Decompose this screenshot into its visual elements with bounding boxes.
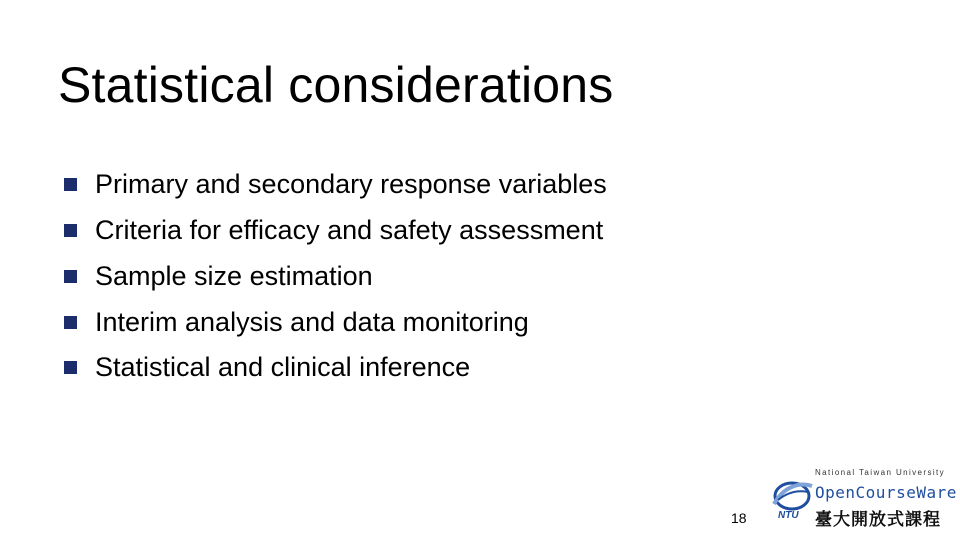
list-item xyxy=(64,208,607,254)
slide-title: Statistical considerations xyxy=(58,57,614,113)
logo-mark: NTU xyxy=(778,510,799,521)
list-item xyxy=(64,345,607,391)
square-bullet-icon xyxy=(64,178,77,191)
list-item xyxy=(64,254,607,300)
logo-subtitle: 臺大開放式課程 xyxy=(815,510,941,529)
bullet-text: Criteria for efficacy and safety assessment xyxy=(95,215,604,246)
bullet-text: Statistical and clinical inference xyxy=(95,352,471,383)
square-bullet-icon xyxy=(64,316,77,329)
bullet-text: Interim analysis and data monitoring xyxy=(95,306,529,337)
page-number: 18 xyxy=(731,510,747,526)
square-bullet-icon xyxy=(64,270,77,283)
square-bullet-icon xyxy=(64,224,77,237)
bullet-text: Primary and secondary response variables xyxy=(95,169,607,200)
logo-title: OpenCourseWare xyxy=(815,483,957,502)
bullet-text: Sample size estimation xyxy=(95,260,373,291)
list-item xyxy=(64,162,607,208)
bullet-list xyxy=(64,162,607,391)
square-bullet-icon xyxy=(64,361,77,374)
ntu-opencourseware-logo xyxy=(768,468,957,529)
list-item xyxy=(64,299,607,345)
logo-caption: National Taiwan University xyxy=(815,468,946,477)
